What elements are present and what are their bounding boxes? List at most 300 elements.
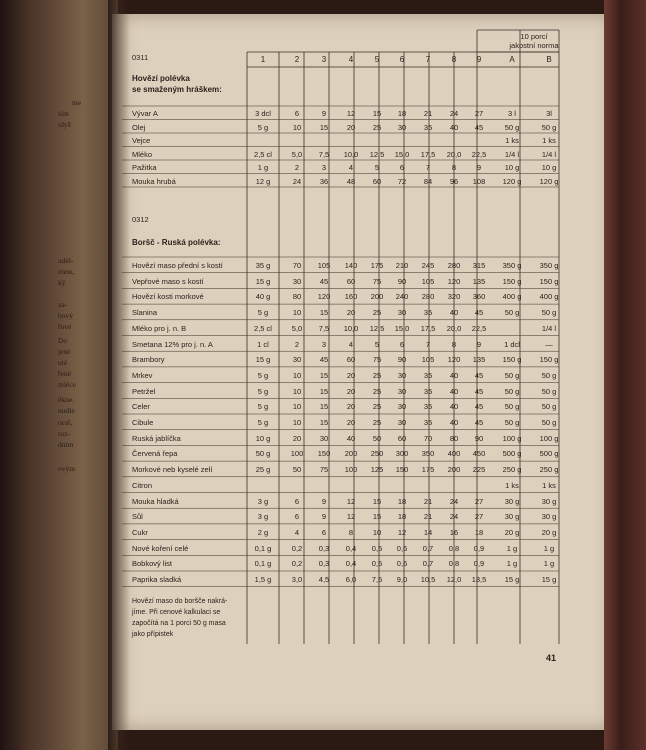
ingredient-name: Vývar A — [132, 109, 158, 118]
left-page-text-fragment: sím — [58, 109, 69, 118]
ingredient-name: Paprika sladká — [132, 575, 182, 584]
left-page — [0, 0, 118, 750]
table-cell: 15 g — [541, 575, 557, 584]
table-cell: 9 — [476, 339, 482, 349]
table-cell: 96 — [449, 176, 459, 186]
table-cell: 24 — [449, 496, 459, 506]
table-cell: 0,1 g — [254, 543, 272, 553]
table-cell: 12 g — [255, 176, 271, 186]
table-cell: 2,5 cl — [254, 149, 272, 159]
table-cell: 3 dcl — [255, 109, 271, 118]
table-cell: 18 — [474, 527, 484, 537]
table-cell: 50 g — [504, 308, 520, 318]
column-header: 4 — [348, 55, 354, 64]
table-cell: 50 g — [504, 122, 520, 132]
column-header: 7 — [425, 55, 431, 64]
table-cell: 40 — [449, 370, 459, 380]
table-cell: 60 — [346, 355, 356, 365]
ingredient-name: Celer — [132, 402, 150, 412]
table-cell: 400 g — [502, 292, 522, 302]
table-cell: 84 — [423, 176, 433, 186]
table-cell: 48 — [346, 176, 356, 186]
table-cell: 0,1 g — [254, 559, 272, 569]
table-cell: 35 g — [255, 261, 271, 270]
table-cell: 45 — [474, 122, 484, 132]
ingredient-name: Červená řepa — [132, 449, 178, 459]
left-page-text-fragment: ovým — [58, 464, 76, 473]
recipe-title-0312: Boršč - Ruská polévka: — [132, 238, 221, 247]
table-cell: 160 — [344, 292, 358, 302]
left-page-text-fragment: uté — [58, 358, 68, 367]
table-cell: 10 — [292, 402, 302, 412]
table-cell: 72 — [397, 176, 407, 186]
table-cell: 50 g — [504, 370, 520, 380]
table-cell: 5,0 — [291, 323, 303, 333]
table-cell: 50 g — [255, 449, 271, 459]
table-cell: 0,5 — [371, 543, 383, 553]
table-cell: 9,0 — [396, 575, 408, 584]
ingredient-name: Citron — [132, 480, 153, 490]
table-cell: 70 — [423, 433, 433, 443]
table-cell: 5 — [374, 163, 380, 172]
left-page-text-fragment: ký — [58, 278, 66, 287]
column-header: 2 — [294, 55, 300, 64]
recipe-note-line: Hovězí maso do boršče nakrá- — [132, 598, 228, 605]
table-cell: 35 — [423, 418, 433, 427]
table-cell: 35 — [423, 122, 433, 132]
table-cell: 22,5 — [471, 323, 487, 333]
table-cell: 0,3 — [318, 559, 330, 569]
table-cell: 100 g — [539, 433, 559, 443]
ingredient-name: Brambory — [132, 355, 165, 365]
column-header: 5 — [374, 55, 380, 64]
table-cell: 21 — [423, 109, 433, 118]
table-cell: 1,5 g — [254, 575, 272, 584]
table-cell: 500 g — [502, 449, 522, 459]
table-cell: 12 — [346, 496, 356, 506]
table-cell: 0,5 — [371, 559, 383, 569]
ingredient-name: Vejce — [132, 136, 151, 145]
table-cell: 50 — [292, 465, 302, 475]
table-cell: 10 — [372, 527, 382, 537]
column-header: B — [546, 55, 552, 64]
table-cell: 16 — [449, 527, 459, 537]
column-header: 1 — [260, 55, 266, 64]
table-cell: 200 — [344, 449, 358, 459]
table-cell: 27 — [474, 109, 484, 118]
table-cell: 90 — [397, 355, 407, 365]
table-cell: 30 — [292, 276, 302, 286]
table-cell: 0,7 — [422, 559, 434, 569]
table-cell: 0,2 — [291, 543, 303, 553]
table-cell: 4 — [348, 163, 354, 172]
table-cell: 10 g — [504, 163, 520, 172]
table-cell: 50 g — [541, 386, 557, 396]
table-cell: 1 ks — [542, 480, 556, 490]
table-cell: 1 cl — [257, 339, 269, 349]
ingredient-name: Mléko pro j. n. B — [132, 323, 187, 333]
table-cell: 3 — [321, 339, 327, 349]
table-cell: 50 g — [541, 402, 557, 412]
table-cell: 13,5 — [471, 575, 487, 584]
table-cell: 100 — [344, 465, 358, 475]
book-edge — [604, 0, 646, 750]
recipe-note-line: jíme. Při cenové kalkulaci se — [132, 609, 221, 616]
table-cell: 15 g — [255, 276, 271, 286]
table-cell: 60 — [372, 176, 382, 186]
ingredient-name: Bobkový list — [132, 559, 173, 569]
table-cell: 40 — [449, 402, 459, 412]
left-page-text-fragment: mléce — [58, 380, 76, 389]
recipe-note-line: započítá na 1 porci 50 g masa — [132, 620, 226, 627]
table-cell: 120 — [317, 292, 331, 302]
table-cell: 105 — [421, 355, 435, 365]
recipe-code-0312: 0312 — [132, 215, 149, 224]
ingredient-name: Olej — [132, 122, 146, 132]
table-cell: 120 — [447, 355, 461, 365]
ingredient-name: Mrkev — [132, 370, 153, 380]
table-cell: 10,0 — [343, 323, 359, 333]
left-page-text-fragment: řové — [58, 322, 72, 331]
table-cell: 135 — [472, 276, 486, 286]
ingredient-name: Smetana 12% pro j. n. A — [132, 339, 213, 349]
table-cell: 20 — [346, 370, 356, 380]
table-cell: 2 g — [257, 527, 269, 537]
table-cell: 21 — [423, 496, 433, 506]
table-cell: 150 g — [539, 276, 559, 286]
table-cell: 18 — [397, 512, 407, 522]
table-cell: 30 — [397, 308, 407, 318]
table-cell: 25 — [372, 386, 382, 396]
table-cell: 75 — [372, 276, 382, 286]
ingredient-name: Morkové neb kyselé zelí — [132, 465, 213, 475]
table-cell: 12,5 — [369, 323, 385, 333]
table-cell: 20,0 — [446, 323, 462, 333]
left-page-text-fragment: tdyž — [58, 120, 71, 129]
table-cell: 10,0 — [343, 149, 359, 159]
table-cell: 50 — [372, 433, 382, 443]
table-cell: 9 — [321, 512, 327, 522]
table-cell: 5,0 — [291, 149, 303, 159]
table-cell: 6 — [321, 527, 327, 537]
table-cell: 40 — [449, 308, 459, 318]
table-cell: 90 — [474, 433, 484, 443]
table-cell: 8 — [451, 339, 457, 349]
table-cell: 15 — [319, 308, 329, 318]
table-cell: 350 g — [502, 261, 522, 270]
table-cell: 360 — [472, 292, 486, 302]
table-cell: 120 g — [502, 176, 522, 186]
table-cell: 15 — [319, 402, 329, 412]
left-page-text-fragment: enou, — [58, 267, 75, 276]
table-cell: 280 — [447, 261, 461, 270]
table-cell: 0,8 — [448, 559, 460, 569]
table-cell: 1 g — [543, 543, 555, 553]
table-cell: 0,6 — [396, 559, 408, 569]
table-cell: 400 g — [539, 292, 559, 302]
table-cell: 0,4 — [345, 559, 357, 569]
table-cell: 400 — [447, 449, 461, 459]
column-header: 6 — [399, 55, 405, 64]
table-cell: 12 — [346, 512, 356, 522]
table-cell: 20 — [346, 418, 356, 427]
ingredient-name: Mléko — [132, 149, 153, 159]
table-cell: 175 — [370, 261, 384, 270]
table-cell: 108 — [472, 176, 486, 186]
table-cell: 25 — [372, 402, 382, 412]
table-cell: 1 ks — [505, 136, 519, 145]
ingredient-name: Cibule — [132, 418, 154, 427]
table-cell: 3 l — [508, 109, 516, 118]
table-cell: 5 g — [257, 386, 269, 396]
table-cell: 30 — [397, 386, 407, 396]
table-cell: 17,5 — [420, 323, 436, 333]
table-cell: 12 — [346, 109, 356, 118]
table-cell: 17,5 — [420, 149, 436, 159]
table-cell: 15,0 — [394, 149, 410, 159]
table-cell: 200 — [370, 292, 384, 302]
table-cell: 225 — [472, 465, 486, 475]
table-cell: 245 — [421, 261, 435, 270]
table-cell: 35 — [423, 308, 433, 318]
table-cell: 20 — [292, 433, 302, 443]
table-cell: 9 — [321, 109, 327, 118]
ingredient-name: Mouka hrubá — [132, 176, 176, 186]
table-cell: 175 — [421, 465, 435, 475]
table-cell: — — [545, 339, 553, 349]
table-cell: 6 — [294, 109, 300, 118]
table-cell: 5 g — [257, 308, 269, 318]
table-cell: 35 — [423, 370, 433, 380]
table-cell: 6 — [399, 163, 405, 172]
table-cell: 15 — [319, 418, 329, 427]
column-header: 8 — [451, 55, 457, 64]
left-page-text-fragment: nudle — [58, 406, 75, 415]
table-cell: 350 g — [539, 261, 559, 270]
ingredient-name: Hovězí kosti morkové — [132, 292, 204, 302]
table-cell: 14 — [423, 527, 433, 537]
table-cell: 30 — [292, 355, 302, 365]
table-cell: 1 ks — [542, 136, 556, 145]
left-page-text-fragment: Do — [58, 336, 68, 345]
table-cell: 0,3 — [318, 543, 330, 553]
ingredient-name: Cukr — [132, 527, 148, 537]
table-cell: 2,5 cl — [254, 323, 272, 333]
table-cell: 2 — [294, 339, 300, 349]
table-cell: 27 — [474, 496, 484, 506]
table-cell: 10 — [292, 418, 302, 427]
left-page-text-fragment: dním — [58, 440, 74, 449]
table-cell: 6,0 — [345, 575, 357, 584]
table-cell: 20 — [346, 308, 356, 318]
table-cell: 15 — [319, 386, 329, 396]
table-cell: 10 — [292, 122, 302, 132]
table-cell: 75 — [319, 465, 329, 475]
table-cell: 21 — [423, 512, 433, 522]
recipe-note-line: jako přípistek — [132, 631, 174, 638]
table-cell: 4 — [348, 339, 354, 349]
table-cell: 30 — [397, 370, 407, 380]
table-cell: 45 — [474, 370, 484, 380]
table-cell: 20 g — [504, 527, 520, 537]
table-cell: 45 — [319, 355, 329, 365]
table-cell: 2 — [294, 163, 300, 172]
left-page-text-fragment: roz- — [58, 429, 71, 438]
table-cell: 80 — [449, 433, 459, 443]
book-spine-shadow — [108, 0, 130, 750]
table-cell: 15 — [372, 109, 382, 118]
table-cell: 150 g — [502, 276, 522, 286]
table-cell: 1 g — [506, 543, 518, 553]
table-cell: 100 g — [502, 433, 522, 443]
table-cell: 24 — [449, 109, 459, 118]
table-cell: 10 — [292, 308, 302, 318]
ingredient-name: Pažitka — [132, 163, 157, 172]
table-cell: 20 — [346, 402, 356, 412]
table-cell: 120 — [447, 276, 461, 286]
table-cell: 7 — [425, 339, 431, 349]
table-cell: 5 — [374, 339, 380, 349]
table-cell: 240 — [395, 292, 409, 302]
table-cell: 1 g — [543, 559, 555, 569]
table-cell: 30 g — [504, 496, 520, 506]
table-cell: 30 g — [541, 496, 557, 506]
table-cell: 45 — [474, 308, 484, 318]
table-cell: 15 g — [504, 575, 520, 584]
recipe-title-0311-line1: Hovězí polévka — [132, 74, 190, 83]
left-page-text-fragment: jené — [58, 347, 71, 356]
table-cell: 105 — [317, 261, 331, 270]
table-cell: 18 — [397, 496, 407, 506]
table-cell: 350 — [421, 449, 435, 459]
left-page-text-fragment: ěkne. — [58, 395, 75, 404]
left-page-text-fragment: bový — [58, 311, 73, 320]
table-cell: 15 — [319, 370, 329, 380]
table-cell: 320 — [447, 292, 461, 302]
ingredient-name: Hovězí maso přední s kostí — [132, 261, 223, 270]
ingredient-name: Petržel — [132, 386, 156, 396]
table-cell: 20,0 — [446, 149, 462, 159]
table-cell: 12,5 — [369, 149, 385, 159]
table-cell: 15 — [372, 496, 382, 506]
table-cell: 50 g — [541, 308, 557, 318]
table-cell: 3l — [546, 109, 552, 118]
left-page-text-fragment: za- — [58, 300, 68, 309]
table-cell: 10 — [292, 370, 302, 380]
table-cell: 25 g — [255, 465, 271, 475]
table-cell: 150 g — [539, 355, 559, 365]
table-cell: 35 — [423, 402, 433, 412]
table-cell: 50 g — [504, 386, 520, 396]
ingredient-name: Slanina — [132, 308, 158, 318]
table-cell: 40 — [449, 386, 459, 396]
table-cell: 7,5 — [371, 575, 383, 584]
table-cell: 12 — [397, 527, 407, 537]
table-cell: 18 — [397, 109, 407, 118]
table-cell: 36 — [319, 176, 329, 186]
table-cell: 60 — [346, 276, 356, 286]
table-cell: 3 — [321, 163, 327, 172]
table-cell: 24 — [449, 512, 459, 522]
table-cell: 4 — [294, 527, 300, 537]
table-cell: 45 — [474, 386, 484, 396]
table-cell: 210 — [395, 261, 409, 270]
table-cell: 90 — [397, 276, 407, 286]
table-cell: 10 — [292, 386, 302, 396]
ingredient-name: Ruská jablíčka — [132, 433, 181, 443]
table-cell: 7 — [425, 163, 431, 172]
table-cell: 27 — [474, 512, 484, 522]
table-cell: 0,9 — [473, 543, 485, 553]
recipe-title-0311-line2: se smaženým hráškem: — [132, 85, 222, 94]
table-cell: 60 — [397, 433, 407, 443]
table-cell: 105 — [421, 276, 435, 286]
table-cell: 1 ks — [505, 480, 519, 490]
table-cell: 50 g — [541, 122, 557, 132]
table-cell: 30 g — [541, 512, 557, 522]
table-cell: 135 — [472, 355, 486, 365]
table-cell: 125 — [370, 465, 384, 475]
table-cell: 15,0 — [394, 323, 410, 333]
table-cell: 150 g — [502, 355, 522, 365]
table-cell: 250 g — [539, 465, 559, 475]
left-page-text-fragment: řené — [58, 369, 71, 378]
table-cell: 25 — [372, 418, 382, 427]
table-cell: 150 — [317, 449, 331, 459]
table-cell: 9 — [476, 163, 482, 172]
table-cell: 50 g — [541, 418, 557, 427]
table-cell: 15 — [372, 512, 382, 522]
table-cell: 40 — [449, 418, 459, 427]
table-cell: 9 — [321, 496, 327, 506]
table-cell: 1 g — [506, 559, 518, 569]
table-cell: 40 — [449, 122, 459, 132]
left-page-text-fragment: me — [72, 98, 82, 107]
table-cell: 25 — [372, 308, 382, 318]
table-cell: 280 — [421, 292, 435, 302]
table-cell: 75 — [372, 355, 382, 365]
table-cell: 250 g — [502, 465, 522, 475]
table-cell: 6 — [399, 339, 405, 349]
table-cell: 1/4 l — [541, 323, 557, 333]
table-cell: 50 g — [504, 402, 520, 412]
table-cell: 30 — [397, 418, 407, 427]
table-cell: 315 — [472, 261, 486, 270]
left-page-text-fragment: udél- — [58, 256, 74, 265]
table-cell: 8 — [348, 527, 354, 537]
table-cell: 120 g — [539, 176, 559, 186]
book-page — [112, 14, 604, 730]
norm-group-label-line2: jakostní norma — [509, 41, 559, 50]
table-cell: 7,5 — [318, 323, 330, 333]
table-cell: 5 g — [257, 418, 269, 427]
table-cell: 200 — [447, 465, 461, 475]
norm-group-label-line1: 10 porcí — [520, 32, 548, 41]
table-cell: 0,7 — [422, 543, 434, 553]
page-number: 41 — [546, 653, 557, 663]
recipe-code-0311: 0311 — [132, 53, 149, 62]
table-cell: 12,0 — [446, 575, 462, 584]
table-cell: 0,9 — [473, 559, 485, 569]
table-cell: 0,8 — [448, 543, 460, 553]
table-cell: 500 g — [539, 449, 559, 459]
table-cell: 20 — [346, 122, 356, 132]
ingredient-name: Nové koření celé — [132, 543, 189, 553]
table-cell: 50 g — [541, 370, 557, 380]
table-cell: 3 g — [257, 496, 269, 506]
table-cell: 35 — [423, 386, 433, 396]
table-cell: 0,2 — [291, 559, 303, 569]
